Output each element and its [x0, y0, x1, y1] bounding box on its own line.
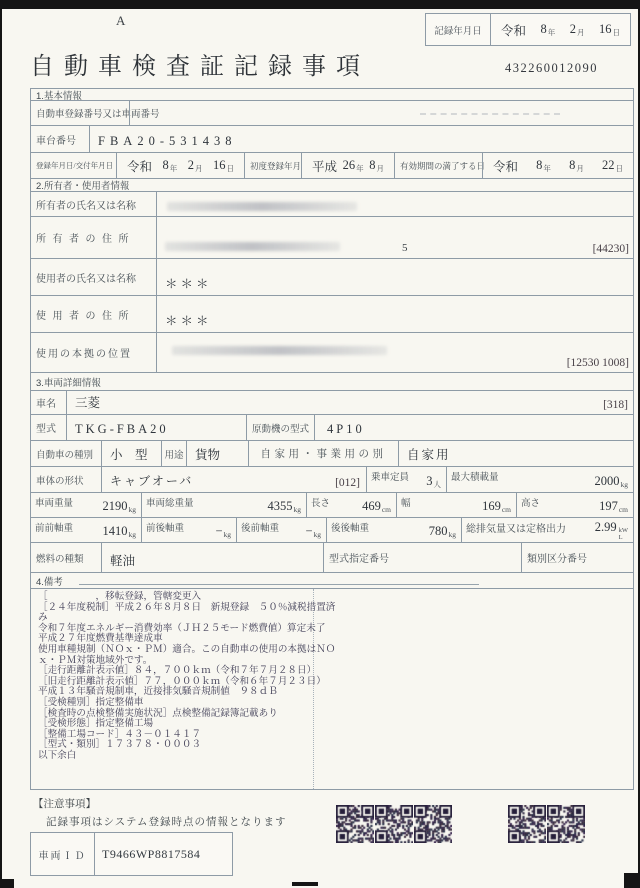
qr-code: [547, 805, 585, 843]
fuel-type-label: 燃料の種類: [36, 554, 84, 565]
day-unit: 日: [612, 28, 620, 37]
axle-rear-rear-cell: [326, 518, 461, 542]
axle-rear-front-cell: [236, 518, 326, 542]
axle-rear-rear-value: 780: [428, 524, 448, 538]
height-label: 高さ: [521, 499, 541, 509]
capacity-cell: [366, 467, 446, 492]
registration-date-label: 登録年月日/交付年月日: [36, 161, 114, 170]
displacement-label: 総排気量又は定格出力: [466, 524, 566, 535]
remark-line: ［ ，移転登録，管轄変更入: [38, 591, 202, 602]
kg-unit: kg: [313, 530, 321, 539]
record-date-value: [491, 14, 630, 45]
vehicle-id-label: 車両ＩＤ: [31, 833, 95, 875]
owner-name-row: [31, 192, 633, 217]
body-shape-row: [31, 467, 633, 493]
chassis-number-row: [31, 126, 633, 153]
use-type-label: 用途: [161, 441, 186, 466]
remark-line: 令和７年度エネルギー消費効率（ＪＨ２５モード燃費値）算定未了: [38, 622, 326, 634]
body-shape-cell: [101, 467, 366, 492]
year: 26: [342, 158, 356, 172]
scan-corner-bottom-left: [0, 879, 14, 888]
year-unit: 年: [547, 28, 556, 37]
year: 8: [540, 22, 547, 36]
axle-front-front-label: 前前軸重: [35, 524, 74, 534]
engine-model-value: 4P10: [314, 415, 633, 440]
height-cell: [516, 493, 633, 517]
month-unit: 月: [576, 164, 584, 173]
year: 8: [162, 158, 169, 172]
year-unit: 年: [356, 164, 364, 173]
weights-row: [31, 493, 633, 518]
model-row: [31, 415, 633, 441]
remarks-row: [31, 589, 633, 789]
expiry-date-value: [482, 153, 633, 178]
page-title: 自動車検査証記録事項: [30, 54, 370, 80]
owner-address-code: [44230]: [592, 243, 629, 255]
kg-unit: kg: [448, 530, 456, 539]
type-designation-number-label: 型式指定番号: [323, 543, 521, 572]
registration-date-value: [116, 153, 244, 178]
remark-line: ［２４年度税制］平成２６年８月８日 新規登録 ５０％減税措置済: [38, 601, 336, 613]
user-address-value: ＊＊＊: [156, 296, 633, 332]
owner-address-row: [31, 217, 633, 259]
axle-rear-rear-label: 後後軸重: [331, 524, 370, 534]
length-value: 469: [362, 499, 381, 513]
private-business-label: 自家用・事業用の別: [248, 441, 398, 466]
registration-number-row: [31, 101, 633, 126]
body-shape-value: キャブオーバ: [110, 474, 194, 488]
main-table: [30, 88, 634, 790]
section-2-heading: 2.所有者・使用者情報: [31, 179, 633, 192]
section-4-heading-text: 4.備考: [36, 576, 63, 588]
day: 16: [212, 158, 226, 172]
month: 2: [187, 158, 194, 172]
day-unit: 日: [226, 164, 234, 173]
chassis-number-label: 車台番号: [36, 135, 76, 147]
axle-front-rear-cell: [141, 518, 236, 542]
doc-number: 432260012090: [505, 61, 598, 75]
vehicle-kind-label: 自動車の種別: [36, 450, 94, 461]
notice-body: 記録事項はシステム登録時点の情報となります: [46, 817, 287, 828]
max-load-value: 2000: [594, 474, 620, 488]
expiry-date-label: 有効期間の満了する日: [394, 153, 482, 178]
remark-line: ［整備工場コード］４３－０１４１７: [38, 728, 202, 740]
vehicle-weight-cell: [31, 493, 141, 517]
car-name-row: [31, 391, 633, 415]
base-location-code: [12530 1008]: [566, 357, 629, 369]
axle-front-rear-label: 前後軸重: [146, 524, 185, 534]
max-load-cell: [446, 467, 633, 492]
fuel-type-value: 軽油: [101, 543, 323, 572]
qr-code: [336, 805, 374, 843]
length-label: 長さ: [311, 499, 331, 509]
remark-line: ［検査時の点検整備実施状況］点検整備記録簿記載あり: [38, 707, 278, 719]
body-shape-code: [012]: [335, 477, 360, 489]
user-name-label: 使用者の氏名又は名称: [36, 273, 136, 285]
doc-mark: A: [116, 13, 126, 28]
month-unit: 月: [194, 164, 203, 173]
user-address-label: 使用者の住所: [36, 310, 135, 322]
gross-weight-label: 車両総重量: [146, 499, 194, 509]
user-name-row: [31, 259, 633, 296]
base-location-value: [156, 333, 633, 372]
month: 8: [369, 158, 376, 172]
car-name-label: 車名: [36, 399, 56, 410]
width-label: 幅: [401, 499, 411, 509]
owner-address-fragment: 5: [402, 242, 408, 254]
remark-line: ｘ・ＰＭ対策地域外です。: [38, 654, 153, 666]
scan-mark-bottom: [292, 882, 318, 886]
car-name-cell: [66, 391, 633, 414]
month-unit: 月: [376, 164, 384, 173]
gross-weight-cell: [141, 493, 306, 517]
vehicle-weight-value: 2190: [102, 499, 128, 513]
capacity-value: 3: [426, 474, 433, 488]
owner-address-value: [156, 217, 633, 258]
private-business-value: 自家用: [398, 441, 633, 466]
axle-rear-front-value: −: [305, 524, 313, 538]
section-3-heading: 3.車両詳細情報: [31, 373, 633, 391]
first-registration-value: [301, 153, 394, 178]
width-cell: [396, 493, 516, 517]
day-unit: 日: [615, 164, 623, 173]
scan-edge-top: [0, 0, 640, 9]
kg-unit: kg: [128, 505, 136, 514]
length-cell: [306, 493, 396, 517]
axle-rear-front-label: 後前軸重: [241, 524, 280, 534]
vehicle-kind-value: 小 型: [101, 441, 161, 466]
remark-line: 平成１３年騒音規制車，近接排気騒音規制値 ９８ｄＢ: [38, 686, 278, 698]
era: 令和: [493, 159, 519, 174]
month-unit: 月: [576, 28, 585, 37]
year: 8: [536, 158, 543, 172]
scan-corner-bottom-right: [624, 873, 640, 888]
qr-code: [375, 805, 413, 843]
section-4-heading: [31, 573, 633, 589]
redaction-marks: [420, 113, 560, 115]
cm-unit: cm: [501, 505, 511, 514]
owner-name-value: [156, 192, 633, 216]
remarks-empty-column: [314, 589, 633, 789]
kg-unit: kg: [620, 480, 628, 489]
vehicle-kind-row: [31, 441, 633, 467]
body-shape-label: 車体の形状: [36, 476, 84, 487]
day: 16: [598, 22, 612, 36]
kg-unit: kg: [223, 530, 231, 539]
redacted-area: [165, 242, 340, 251]
chassis-number-value: FBA20-531438: [89, 126, 633, 152]
registration-number-label: 自動車登録番号又は車両番号: [36, 110, 160, 120]
first-registration-label: 初度登録年月: [244, 153, 301, 178]
remark-line: ［走行距離計表示値］８４，７００ｋｍ（令和７年７月２８日）: [38, 665, 317, 677]
car-name-code: [318]: [603, 399, 628, 411]
base-location-row: [31, 333, 633, 373]
remark-line: ［型式・類別］１７３７８・０００３: [38, 739, 202, 751]
car-name-value: 三菱: [75, 396, 101, 410]
model-label: 型式: [36, 424, 56, 435]
cm-unit: cm: [381, 505, 391, 514]
displacement-cell: [461, 518, 633, 542]
base-location-label: 使用の本拠の位置: [36, 349, 132, 360]
notice-title: 【注意事項】: [33, 799, 96, 810]
axle-weights-row: [31, 518, 633, 543]
height-value: 197: [599, 499, 618, 513]
cm-unit: cm: [618, 505, 628, 514]
axle-front-front-value: 1410: [102, 524, 128, 538]
model-value: TKG-FBA20: [66, 415, 246, 440]
user-name-value: ＊＊＊: [156, 259, 633, 295]
month: 2: [569, 22, 576, 36]
qr-code: [414, 805, 452, 843]
kg-unit: kg: [128, 530, 136, 539]
owner-name-label: 所有者の氏名又は名称: [36, 200, 136, 212]
kw-unit: kW: [618, 527, 628, 534]
user-address-row: [31, 296, 633, 333]
record-date-box: [425, 13, 631, 46]
era: 令和: [501, 23, 527, 38]
remarks-rule: [79, 584, 479, 585]
remark-line: 以下余白: [38, 749, 77, 761]
dates-row: [31, 153, 633, 179]
vehicle-weight-label: 車両重量: [35, 499, 74, 509]
width-value: 169: [482, 499, 501, 513]
gross-weight-value: 4355: [267, 499, 293, 513]
redacted-area: [172, 346, 387, 355]
remark-line: み: [38, 612, 48, 624]
remarks-column: [31, 589, 336, 789]
qr-code: [508, 805, 546, 843]
remark-line: ［受検種別］指定整備車: [38, 696, 144, 708]
person-unit: 人: [433, 480, 441, 489]
axle-front-rear-value: −: [215, 524, 223, 538]
owner-address-label: 所有者の住所: [36, 234, 135, 245]
engine-model-label: 原動機の型式: [246, 415, 314, 440]
registration-number-value: [129, 101, 633, 125]
axle-front-front-cell: [31, 518, 141, 542]
scan-edge-left: [0, 0, 2, 888]
remark-line: 平成２７年度燃費基準達成車: [38, 633, 163, 645]
era: 平成: [312, 159, 338, 174]
era: 令和: [127, 159, 153, 174]
record-date-label: 記録年月日: [426, 14, 491, 45]
redacted-area: [167, 202, 357, 211]
month: 8: [569, 158, 576, 172]
year-unit: 年: [543, 164, 551, 173]
fuel-row: [31, 543, 633, 573]
day: 22: [601, 158, 615, 172]
kg-unit: kg: [293, 505, 301, 514]
vehicle-id-value: T9466WP8817584: [102, 846, 201, 861]
max-load-label: 最大積載量: [451, 473, 499, 483]
section-1-heading: 1.基本情報: [31, 89, 633, 101]
class-number-label: 類別区分番号: [521, 543, 633, 572]
remark-line: 使用車種規制（ＮＯｘ・ＰＭ）適合。この自動車の使用の本拠はＮＯ: [38, 643, 336, 655]
liter-unit: L: [618, 533, 623, 541]
displacement-value: 2.99: [594, 520, 617, 534]
capacity-label: 乗車定員: [371, 473, 410, 483]
use-type-value: 貨物: [186, 441, 248, 466]
year-unit: 年: [169, 164, 178, 173]
vehicle-id-box: [30, 832, 233, 876]
remark-line: ［受検形態］指定整備工場: [38, 718, 154, 730]
remark-line: ［旧走行距離計表示値］７７，０００ｋｍ（令和６年７月２３日）: [38, 675, 326, 687]
